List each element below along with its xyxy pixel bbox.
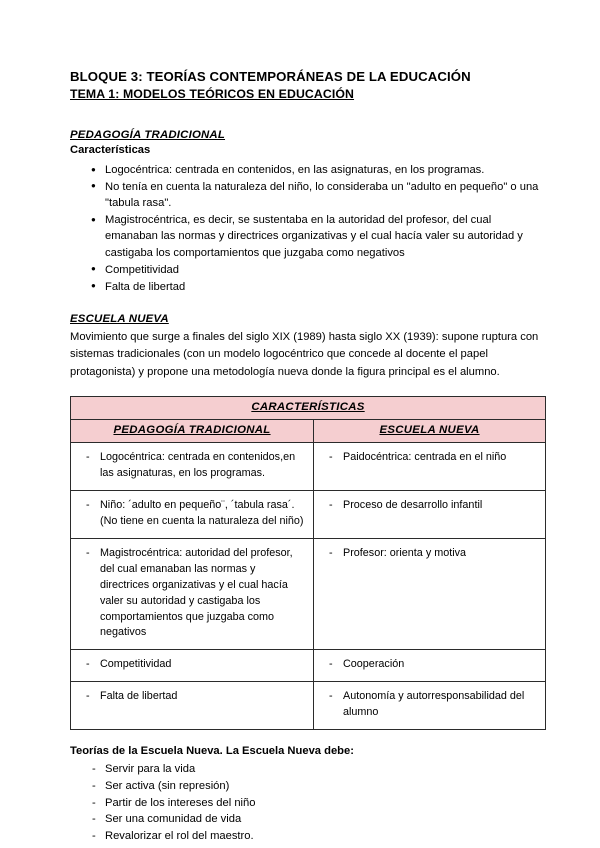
- cell-text: - Magistrocéntrica: autoridad del profesor, del cual emanaban las normas y directrices organizativas y el cual hacía valer su autoridad y castigaba los comportamientos que juzgaba como negativos: [71, 539, 313, 650]
- list-item: ● Competitividad: [70, 262, 545, 278]
- cell-text: - Profesor: orienta y motiva: [314, 539, 545, 570]
- table-cell-left: [71, 650, 314, 682]
- cell-text: - Autonomía y autorresponsabilidad del alumno: [314, 682, 545, 729]
- table-cell-left: [71, 442, 314, 490]
- table-cell-left: [71, 682, 314, 730]
- section-heading-escuela-nueva: ESCUELA NUEVA: [70, 313, 169, 326]
- subheading-caracteristicas: Características: [70, 144, 151, 157]
- list-item: ● Falta de libertad: [70, 279, 545, 295]
- list-item: ● Logocéntrica: centrada en contenidos, en las asignaturas, en los programas.: [70, 162, 545, 178]
- table-title-cell: [71, 396, 546, 419]
- list-item: - Partir de los intereses del niño: [70, 795, 545, 812]
- table-row: [71, 490, 546, 538]
- cell-text: - Proceso de desarrollo infantil: [314, 491, 545, 522]
- table-row: [71, 442, 546, 490]
- cell-text: - Falta de libertad: [71, 682, 313, 713]
- cell-text: - Cooperación: [314, 650, 545, 681]
- table-title-label: CARACTERÍSTICAS: [251, 400, 365, 413]
- table-cell-right: [314, 682, 546, 730]
- table-cell-right: [314, 442, 546, 490]
- cell-text: - Paidocéntrica: centrada en el niño: [314, 443, 545, 474]
- list-item: ● Magistrocéntrica, es decir, se sustentaba en la autoridad del profesor, del cual emanaban las normas y directrices organizativas y el cual hacía valer su autoridad y castigaba los comportamientos que juzgaba como negativos: [70, 212, 545, 261]
- list-item: - Servir para la vida: [70, 761, 545, 778]
- spacer: [70, 295, 545, 309]
- teorias-list: [70, 761, 545, 845]
- table-header-row-columns: [71, 419, 546, 442]
- caracteristicas-list: [70, 162, 545, 295]
- table-cell-right: [314, 538, 546, 650]
- list-item: - Revalorizar el rol del maestro.: [70, 828, 545, 845]
- cell-text: - Competitividad: [71, 650, 313, 681]
- list-item: - Ser activa (sin represión): [70, 778, 545, 795]
- table-row: [71, 538, 546, 650]
- table-column-header-right: [314, 419, 546, 442]
- section-pedagogia-tradicional-heading-wrap: [70, 125, 545, 143]
- list-item: - Ser una comunidad de vida: [70, 811, 545, 828]
- spacer: [70, 103, 545, 125]
- list-item: ● No tenía en cuenta la naturaleza del niño, lo consideraba un "adulto en pequeño" o una "tabula rasa".: [70, 179, 545, 212]
- section-heading-pedagogia-tradicional: PEDAGOGÍA TRADICIONAL: [70, 129, 226, 142]
- table-column-header-left: [71, 419, 314, 442]
- table-cell-left: [71, 538, 314, 650]
- table-cell-left: [71, 490, 314, 538]
- section-escuela-nueva-heading-wrap: [70, 309, 545, 327]
- escuela-nueva-paragraph: Movimiento que surge a finales del siglo XIX (1989) hasta siglo XX (1939): supone ruptura con sistemas tradicionales (con un modelo logocéntrico que concede al docente el papel protagonista) y propone una metodología nueva donde la figura principal es el alumno.: [70, 331, 539, 378]
- column-header-label: ESCUELA NUEVA: [379, 423, 480, 436]
- cell-text: - Niño: ´adulto en pequeño¨, ´tabula rasa´. (No tiene en cuenta la naturaleza del niño): [71, 491, 313, 538]
- spacer: [70, 730, 545, 744]
- table-row: [71, 682, 546, 730]
- table-row: [71, 650, 546, 682]
- table-header-row-title: [71, 396, 546, 419]
- cell-text: - Logocéntrica: centrada en contenidos,en las asignaturas, en los programas.: [71, 443, 313, 490]
- column-header-label: PEDAGOGÍA TRADICIONAL: [113, 423, 271, 436]
- page-subtitle: TEMA 1: MODELOS TEÓRICOS EN EDUCACIÓN: [70, 87, 355, 102]
- table-cell-right: [314, 490, 546, 538]
- page-title: BLOQUE 3: TEORÍAS CONTEMPORÁNEAS DE LA EDUCACIÓN: [70, 69, 471, 84]
- page-subtitle-wrap: [70, 85, 545, 103]
- caracteristicas-comparison-table: [70, 396, 546, 731]
- table-cell-right: [314, 650, 546, 682]
- section-heading-teorias: Teorías de la Escuela Nueva. La Escuela Nueva debe:: [70, 745, 354, 758]
